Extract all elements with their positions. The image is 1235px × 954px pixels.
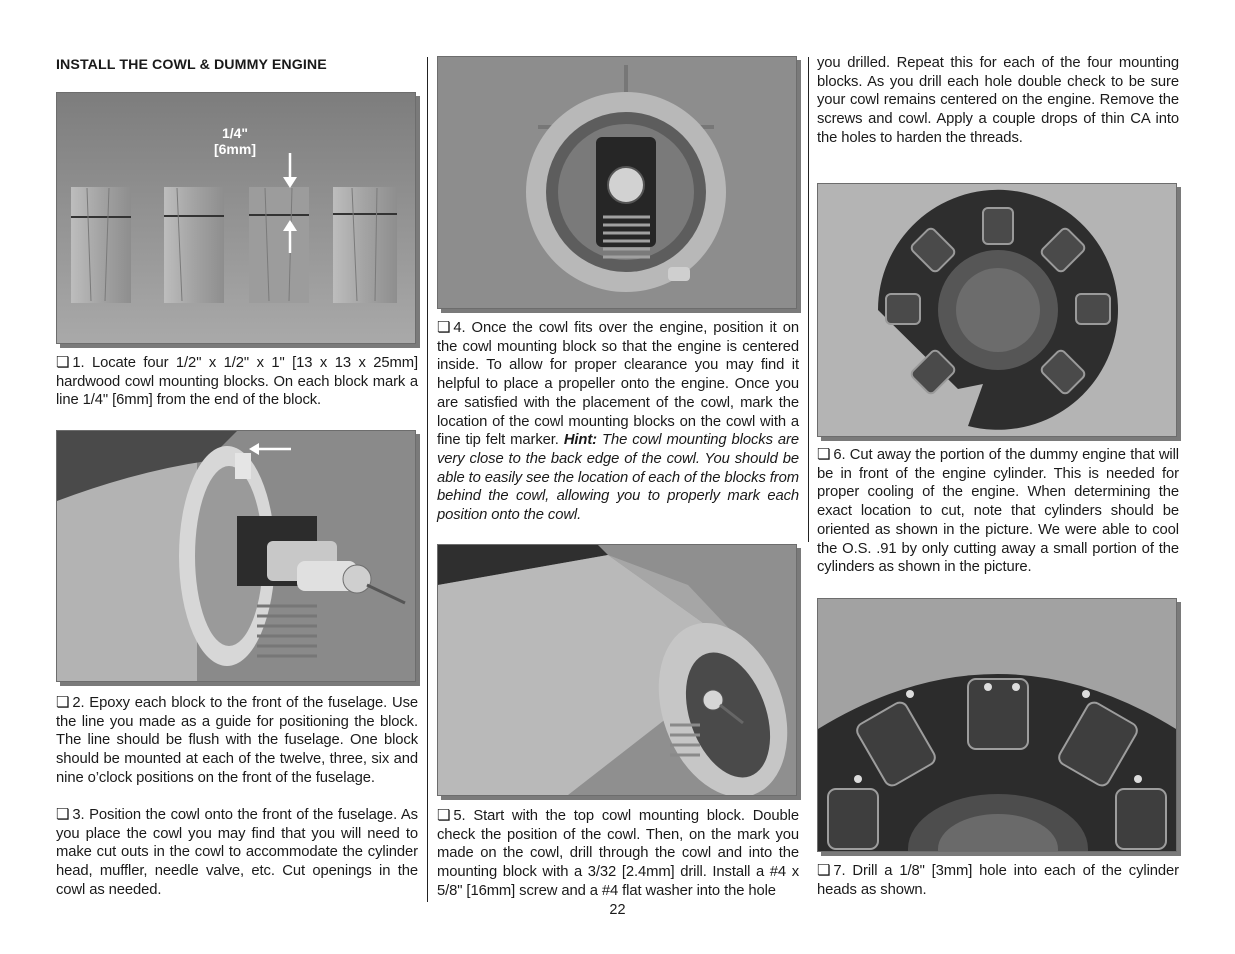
checkbox-icon[interactable]: ❏ [56, 694, 70, 711]
checkbox-icon[interactable]: ❏ [437, 807, 451, 824]
checkbox-icon[interactable]: ❏ [56, 354, 70, 371]
checkbox-icon[interactable]: ❏ [437, 319, 451, 336]
photo-fuselage-blocks [56, 430, 416, 682]
step-6: ❏ 6. Cut away the portion of the dummy engine that will be in front of the engine cylinder. This is needed for proper cooling of the engine. When determining the exact location to cut, note that cylinders should be oriented as shown in the picture. We were able to cool the O.S. .91 by only cutting away a small portion of the cylinders as shown in the picture. [817, 446, 1179, 576]
checkbox-icon[interactable]: ❏ [56, 806, 70, 823]
step-2: ❏ 2. Epoxy each block to the front of the fuselage. Use the line you made as a guide for positioning the block. The line should be flush with the fuselage. One block should be mounted at each of the twelve, three, six and nine o’clock positions on the front of the fuselage. [56, 694, 418, 786]
step-7: ❏ 7. Drill a 1/8" [3mm] hole into each of the cylinder heads as shown. [817, 862, 1179, 898]
checkbox-icon[interactable]: ❏ [817, 862, 831, 879]
section-heading: INSTALL THE COWL & DUMMY ENGINE [56, 57, 327, 73]
dimension-label-1: 1/4" [221, 125, 249, 141]
photo-hardwood-blocks [56, 92, 416, 344]
step-4: ❏ 4. Once the cowl fits over the engine, position it on the cowl mounting block so that the engine is centered inside. To allow for proper clearance you may find it helpful to place a propeller onto the engine. Once you are satisfied with the placement of the cowl, mark the location of the cowl mounting blocks on the cowl with a fine tip felt marker. Hint: The cowl mounting blocks are very close to the back edge of the cowl. You should be able to easily see the location of each of the blocks from behind the cowl, allowing you to properly mark each position onto the cowl. [437, 319, 799, 524]
page-number: 22 [609, 902, 626, 918]
column-divider-left [427, 57, 428, 902]
photo-cowl-front [437, 56, 797, 309]
step-1: ❏ 1. Locate four 1/2" x 1/2" x 1" [13 x 13 x 25mm] hardwood cowl mounting blocks. On each block mark a line 1/4" [6mm] from the end of the block. [56, 354, 418, 409]
dimension-label-2: [6mm] [213, 141, 257, 157]
step-5: ❏ 5. Start with the top cowl mounting block. Double check the position of the cowl. Then, on the mark you made on the cowl, drill through the cowl and into the mounting block with a 3/32 [2.4mm] drill. Install a #4 x 5/8" [16mm] screw and a #4 flat washer into the hole [437, 807, 799, 899]
column-divider-right [808, 57, 809, 542]
photo-cylinder-heads-drilled [817, 598, 1177, 852]
checkbox-icon[interactable]: ❏ [817, 446, 831, 463]
photo-dummy-engine-cut [817, 183, 1177, 437]
photo-cowl-mounted [437, 544, 797, 796]
step-3: ❏ 3. Position the cowl onto the front of the fuselage. As you place the cowl you may find that you will need to make cut outs in the cowl to accommodate the cylinder head, muffler, needle valve, etc. Cut openings in the cowl as needed. [56, 806, 418, 898]
step-5-continued: you drilled. Repeat this for each of the four mounting blocks. As you drill each hole double check to be sure your cowl remains centered on the engine. Remove the screws and cowl. Apply a couple drops of thin CA into the holes to harden the threads. [817, 55, 1179, 146]
